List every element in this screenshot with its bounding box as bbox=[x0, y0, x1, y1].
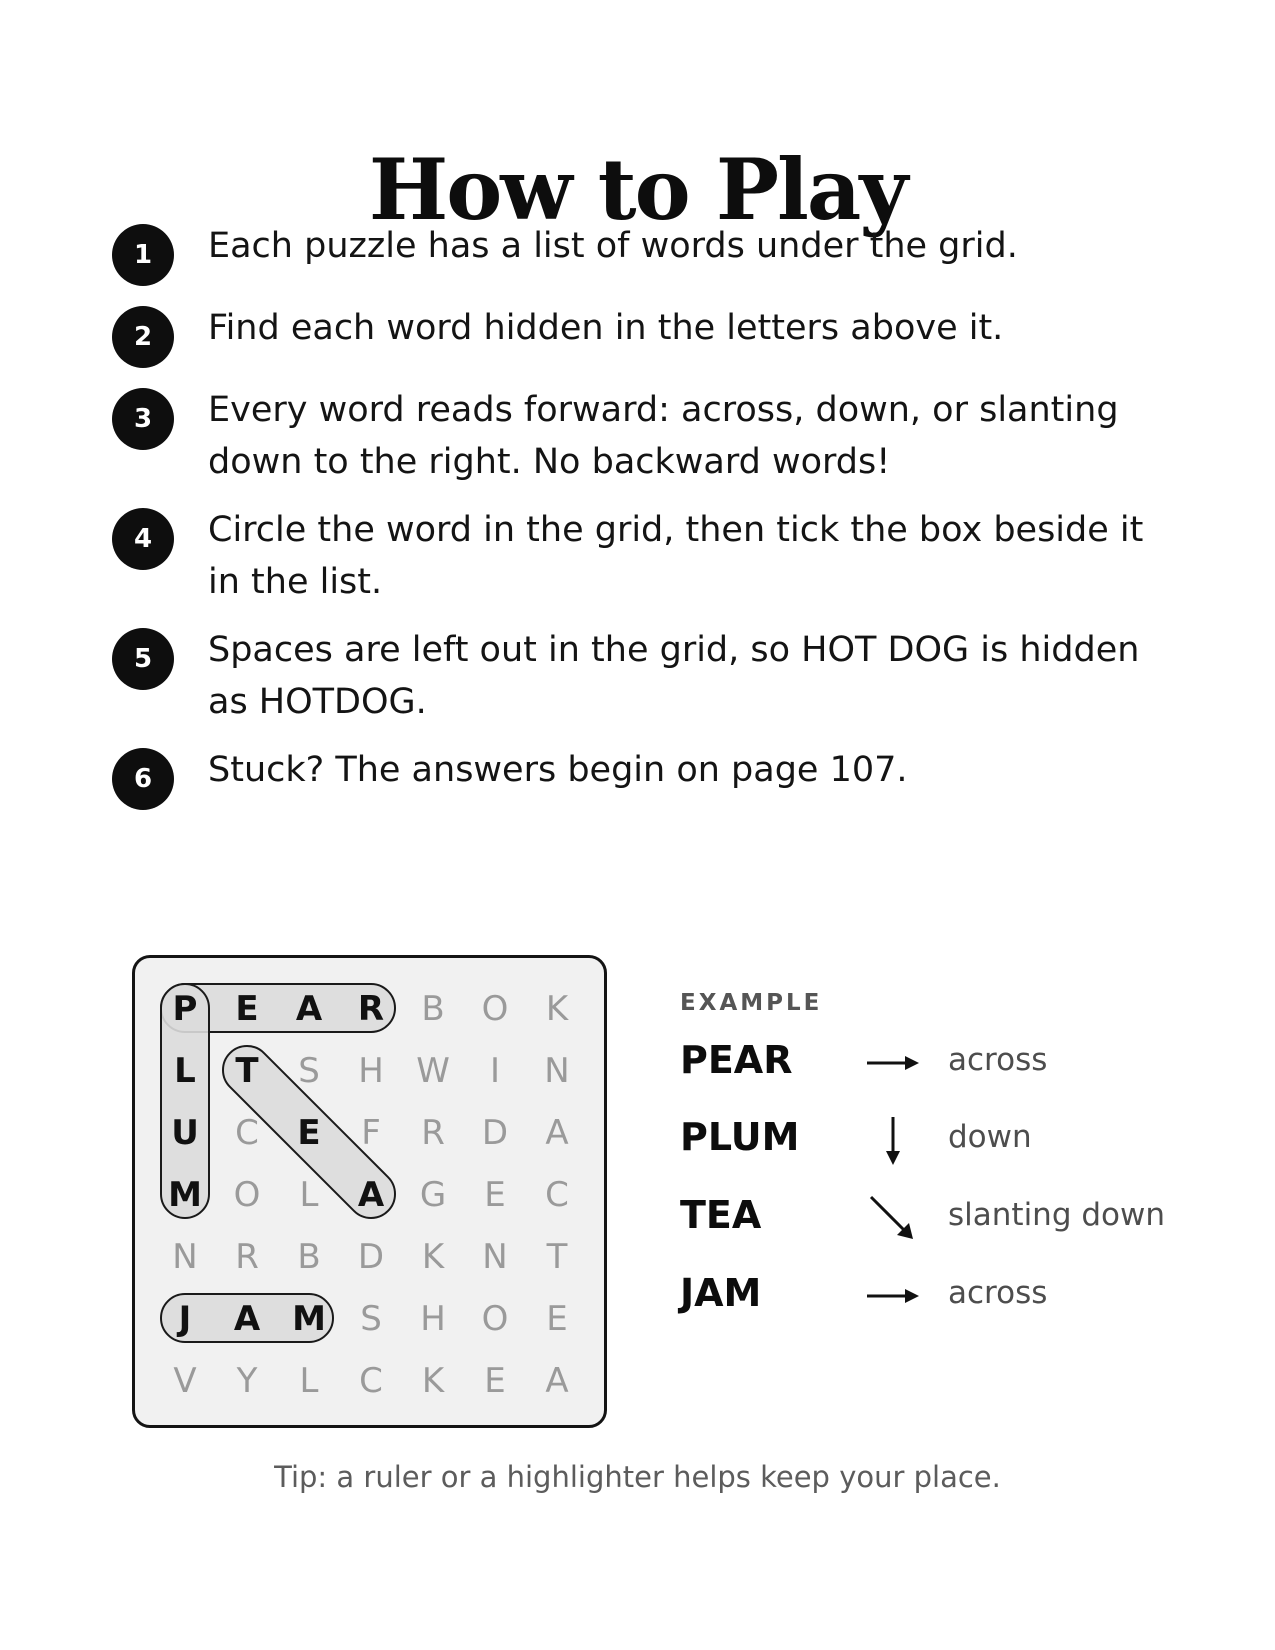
example-header: EXAMPLE bbox=[680, 990, 823, 1016]
example-direction: across bbox=[948, 1275, 1048, 1311]
grid-letter: B bbox=[297, 1237, 321, 1277]
grid-letter: R bbox=[235, 1237, 259, 1277]
step-text: Each puzzle has a list of words under the grid. bbox=[208, 226, 1018, 266]
grid-letter: D bbox=[357, 1237, 385, 1277]
example-word: PLUM bbox=[680, 1115, 800, 1159]
grid-letter: Y bbox=[236, 1361, 258, 1401]
grid-letter: T bbox=[235, 1051, 259, 1091]
instruction-step bbox=[112, 390, 1172, 488]
grid-letter: E bbox=[235, 989, 259, 1029]
grid-letter: V bbox=[173, 1361, 197, 1401]
grid-letter: R bbox=[357, 989, 385, 1029]
tip-text: Tip: a ruler or a highlighter helps keep your place. bbox=[274, 1460, 1001, 1494]
grid-letter: C bbox=[359, 1361, 383, 1401]
step-text: Find each word hidden in the letters above it. bbox=[208, 308, 1004, 348]
example-word: JAM bbox=[680, 1271, 762, 1315]
grid-letter: E bbox=[297, 1113, 321, 1153]
step-number-badge: 6 bbox=[112, 748, 174, 810]
arrow-down-icon bbox=[865, 1115, 921, 1165]
grid-letter: L bbox=[174, 1051, 196, 1091]
grid-letter: E bbox=[484, 1361, 506, 1401]
example-row bbox=[680, 1271, 1200, 1321]
grid-letter: M bbox=[168, 1175, 202, 1215]
grid-letter: E bbox=[546, 1299, 568, 1339]
grid-letter: A bbox=[545, 1361, 569, 1401]
grid-letter: W bbox=[416, 1051, 450, 1091]
grid-letter: N bbox=[172, 1237, 198, 1277]
arrow-down-right-icon bbox=[865, 1193, 921, 1243]
example-direction: down bbox=[948, 1119, 1032, 1155]
grid-letter: K bbox=[421, 1237, 445, 1277]
grid-letter: A bbox=[295, 989, 323, 1029]
grid-letter: L bbox=[299, 1361, 319, 1401]
step-text: Stuck? The answers begin on page 107. bbox=[208, 750, 908, 790]
grid-letter: O bbox=[233, 1175, 261, 1215]
grid-letter: N bbox=[482, 1237, 508, 1277]
instruction-step bbox=[112, 510, 1172, 608]
example-row bbox=[680, 1038, 1200, 1088]
grid-letter: A bbox=[545, 1113, 569, 1153]
grid-letter: A bbox=[357, 1175, 385, 1215]
example-direction: slanting down bbox=[948, 1197, 1165, 1233]
arrow-right-icon bbox=[865, 1271, 921, 1321]
step-text: Every word reads forward: across, down, or slanting down to the right. No backward words! bbox=[208, 390, 1119, 482]
grid-letter: T bbox=[546, 1237, 568, 1277]
step-number-badge: 3 bbox=[112, 388, 174, 450]
step-number-badge: 2 bbox=[112, 306, 174, 368]
grid-letter: K bbox=[421, 1361, 445, 1401]
grid-letter: L bbox=[299, 1175, 319, 1215]
instruction-step bbox=[112, 750, 1172, 810]
example-row bbox=[680, 1193, 1200, 1243]
example-word: TEA bbox=[680, 1193, 762, 1237]
grid-letter: R bbox=[421, 1113, 445, 1153]
grid-letter: O bbox=[481, 1299, 509, 1339]
grid-letter: A bbox=[233, 1299, 261, 1339]
instruction-step bbox=[112, 308, 1172, 368]
grid-letter: N bbox=[544, 1051, 570, 1091]
step-number-badge: 1 bbox=[112, 224, 174, 286]
grid-letter: J bbox=[178, 1299, 192, 1339]
example-letter-grid bbox=[132, 955, 607, 1428]
grid-letter: O bbox=[481, 989, 509, 1029]
grid-letter: H bbox=[358, 1051, 384, 1091]
grid-letter: E bbox=[484, 1175, 506, 1215]
grid-letter: C bbox=[545, 1175, 569, 1215]
letter-grid-drawing bbox=[135, 958, 610, 1431]
instruction-step bbox=[112, 630, 1172, 728]
grid-letter: H bbox=[420, 1299, 446, 1339]
grid-letter: K bbox=[545, 989, 569, 1029]
instruction-list bbox=[112, 226, 1172, 836]
grid-letter: F bbox=[361, 1113, 381, 1153]
grid-letter: M bbox=[292, 1299, 326, 1339]
step-number-badge: 4 bbox=[112, 508, 174, 570]
arrow-right-icon bbox=[865, 1038, 921, 1088]
instruction-step bbox=[112, 226, 1172, 286]
grid-letter: I bbox=[489, 1051, 501, 1091]
grid-letter: U bbox=[171, 1113, 199, 1153]
grid-letter: B bbox=[421, 989, 445, 1029]
grid-letter: P bbox=[172, 989, 198, 1029]
step-text: Circle the word in the grid, then tick the box beside it in the list. bbox=[208, 510, 1144, 602]
page-title: How to Play bbox=[368, 140, 907, 240]
example-row bbox=[680, 1115, 1200, 1165]
grid-letter: S bbox=[360, 1299, 382, 1339]
step-number-badge: 5 bbox=[112, 628, 174, 690]
example-direction: across bbox=[948, 1042, 1048, 1078]
grid-letter: C bbox=[235, 1113, 259, 1153]
grid-letter: D bbox=[481, 1113, 509, 1153]
grid-letter: G bbox=[419, 1175, 447, 1215]
example-word: PEAR bbox=[680, 1038, 793, 1082]
step-text: Spaces are left out in the grid, so HOT DOG is hidden as HOTDOG. bbox=[208, 630, 1140, 722]
grid-letter: S bbox=[298, 1051, 320, 1091]
